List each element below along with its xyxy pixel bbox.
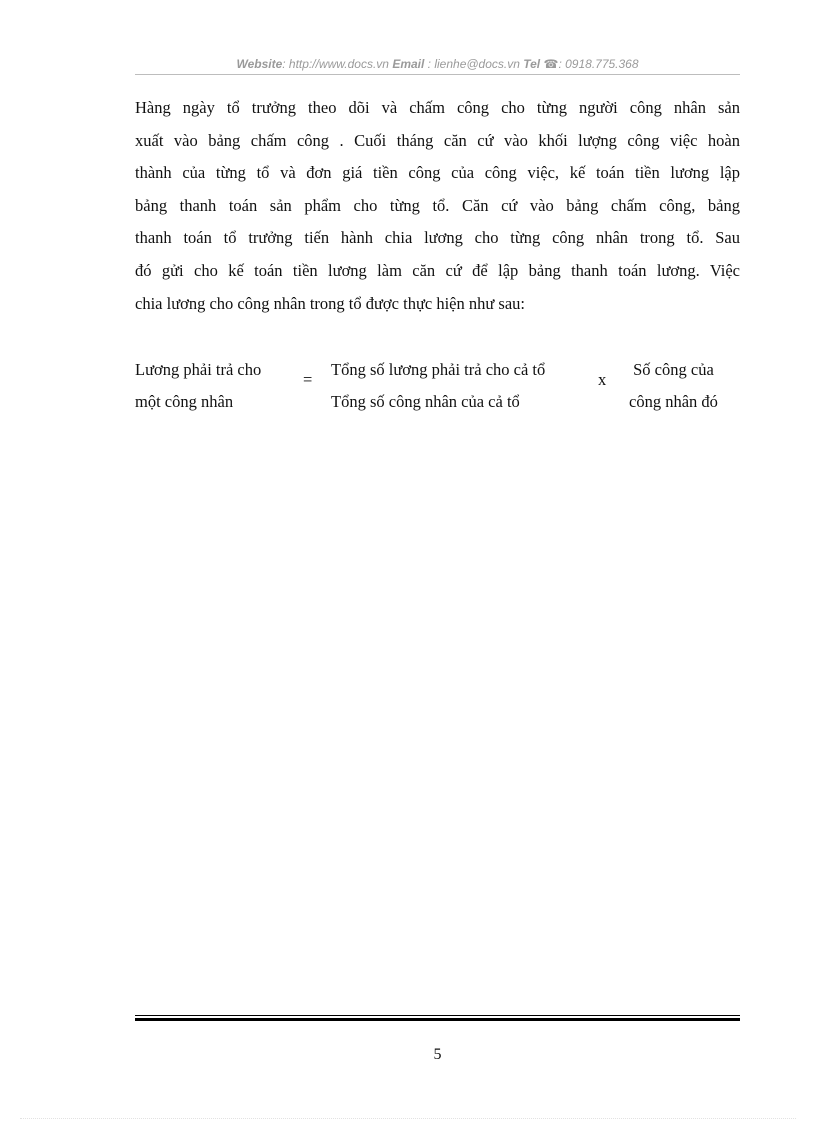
paragraph-line: bảng thanh toán sản phẩm cho từng tổ. Căn cứ vào bảng chấm công, bảng [135,195,740,215]
page-bottom-border [20,1118,796,1119]
footer-divider-thin [135,1015,740,1016]
page-number: 5 [433,1046,442,1063]
salary-formula [135,350,740,420]
paragraph-line: thanh toán tổ trưởng tiến hành chia lương cho từng công nhân trong tổ. Sau [135,228,740,248]
tel-label: Tel [523,57,541,71]
times-sign: x [598,370,607,389]
formula-lhs [135,354,261,418]
paragraph-line: xuất vào bảng chấm công . Cuối tháng căn cứ vào khối lượng công việc hoàn [135,130,740,150]
website-value: : http://www.docs.vn [282,57,389,71]
formula-multiplier-line1: Số công của [633,360,714,379]
paragraph-line: chia lương cho công nhân trong tổ được thực hiện như sau: [135,293,526,313]
page-header [135,57,740,71]
footer-divider-thick [135,1018,740,1021]
email-value: : lienhe@docs.vn [427,57,520,71]
website-label: Website [236,57,283,71]
formula-numerator: Tổng số lương phải trả cho cả tổ [331,360,546,379]
body-paragraph [135,92,740,320]
formula-denominator: Tổng số công nhân của cả tổ [331,392,520,411]
formula-lhs-line1: Lương phải trả cho [135,360,262,379]
paragraph-line: Hàng ngày tổ trưởng theo dõi và chấm công cho từng người công nhân sản [135,98,740,117]
tel-value: : 0918.775.368 [558,57,639,71]
formula-fraction [331,354,545,418]
phone-icon: ☎ [543,57,559,71]
equals-sign: = [303,370,313,389]
paragraph-line: đó gửi cho kế toán tiền lương làm căn cứ để lập bảng thanh toán lương. Việc [135,260,740,280]
formula-multiplier [629,354,718,418]
formula-multiplier-line2: công nhân đó [629,392,718,411]
email-label: Email [392,57,425,71]
formula-lhs-line2: một công nhân [135,392,234,411]
header-divider [135,74,740,75]
paragraph-line: thành của từng tổ và đơn giá tiền công của công việc, kế toán tiền lương lập [135,163,740,183]
